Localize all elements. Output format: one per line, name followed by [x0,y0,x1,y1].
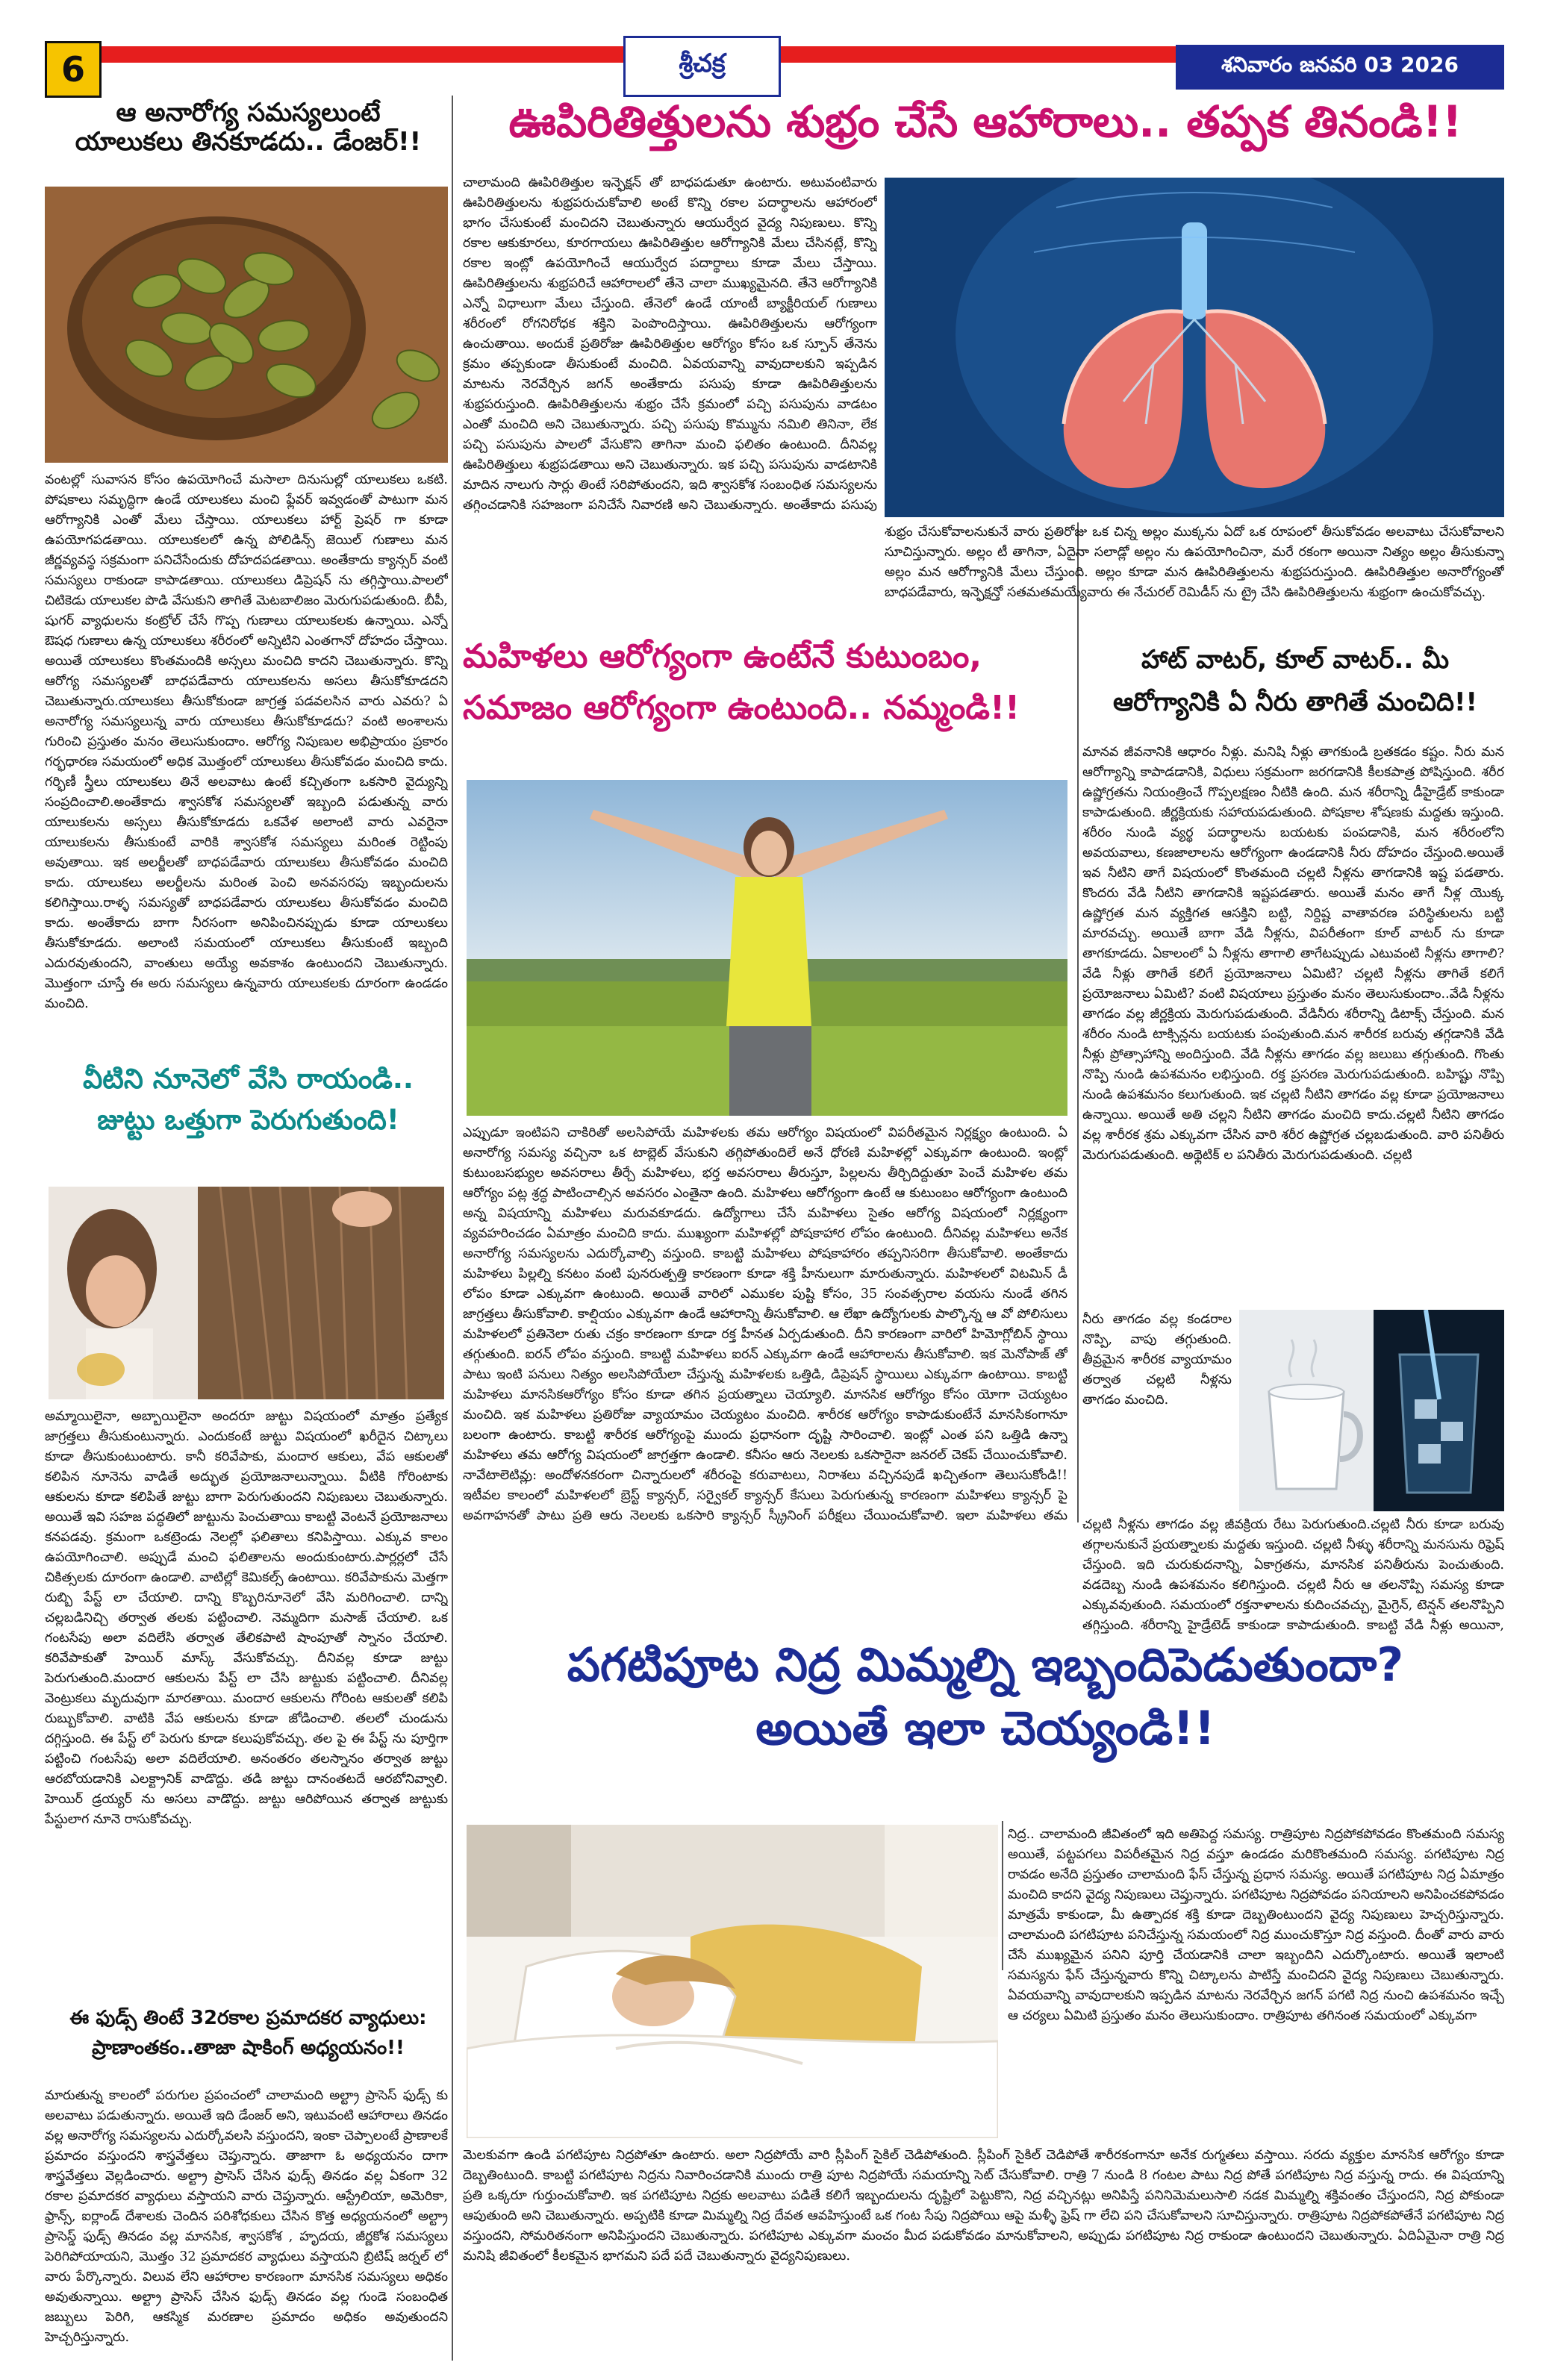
issue-date: శనివారం జనవరి 03 2026 [1176,45,1504,90]
article-body: నీరు తాగడం వల్ల కండరాల నొప్పి, వాపు తగ్గుతుంది. తీవ్రమైన శారీరక వ్యాయామం తర్వాత చల్లటి నీళ్లను తాగడం మంచిది. [1082,1312,1232,1408]
woman-field-image [467,780,1067,1116]
headline: హాట్ వాటర్, కూల్ వాటర్.. మీ ఆరోగ్యానికి ఏ నీరు తాగితే మంచిది!! [1113,645,1477,718]
newspaper-logo: శ్రీచక్ర [623,36,781,97]
headline: ఈ ఫుడ్స్ తింటే 32రకాల ప్రమాదకర వ్యాధులు: ప్రాణాంతకం..తాజా షాకింగ్ అధ్యయనం!! [69,2007,427,2059]
article-body: అమ్మాయిలైనా, అబ్బాయిలైనా అందరూ జుట్టు విషయంలో మాత్రం ప్రత్యేక జాగ్రత్తలు తీసుకుంటున్నారు. ఎందుకంటే జుట్టు విషయంలో ఖరీదైన చిట్కాలు కూడా తీసుకుంటుంటారు. కానీ కరివేపాకు, మందార ఆకులు, వేప ఆకులతో కలిపిన నూనెను వాడితే అద్భుత ప్రయోజనాలున్నాయి. వీటికి గోరింటాకు ఆకులను కూడా కలిపితే జుట్టు బాగా పెరుగుతుందని నిపుణులు చెబుతున్నారు. అయితే ఇవి సహజ పద్ధతిలో జుట్టును పెంచుతాయి కాబట్టి వెంటనే ప్రయోజనాలు కనపడవు. క్రమంగా ఒకట్రెండు నెలల్లో ఫలితాలు కనిపిస్తాయి. ఎక్కువ కాలం ఉపయోగించాలి. అప్పుడే మంచి ఫలితాలను అందుకుంటారు.పార్లర్లలో చేసే చికిత్సలకు దూరంగా ఉండాలి. వాటిల్లో కెమికల్స్ ఉంటాయి. కరివేపాకును మెత్తగా రుబ్బి పేస్ట్ లా చేయాలి. దాన్ని కొబ్బరినూనెలో వేసి మరిగించాలి. దాన్ని చల్లబడినిచ్చి తర్వాత తలకు పట్టించాలి. నెమ్మదిగా మసాజ్ చేయాలి. ఒక గంటసేపు అలా వదిలేసి తర్వాత తేలికపాటి షాంపూతో స్నానం చేయాలి. కరివేపాకుతో హెయిర్ మాస్క్ వేసుకోవచ్చు. దీనివల్ల కూడా జుట్టు పెరుగుతుంది.మందార ఆకులను పేస్ట్ లా చేసి జుట్టుకు పట్టించాలి. దీనివల్ల వెంట్రుకలు మృదువుగా మారతాయి. మందార ఆకులను గోరింట ఆకులతో కలిపి రుబ్బుకోవాలి. వాటికి వేప ఆకులను కూడా జోడించాలి. తలలో చుండును దగ్గిస్తుంది. ఈ పేస్ట్ లో పెరుగు కూడా కలుపుకోవచ్చు. తల పై ఈ పేస్ట్ ను పూర్తిగా పట్టించి గంటసేపు అలా వదిలేయాలి. అనంతరం తలస్నానం తర్వాత జుట్టు ఆరబోయడానికి ఎలక్ట్రానిక్ వాడొద్దు. తడి జుట్టు దానంతటదే ఆరబోనివ్వాలి. హెయిర్ డ్రయ్యర్ ను అసలు వాడొద్దు. జుట్టు ఆరిపోయిన తర్వాత జుట్టుకు పేస్టులాగ నూనె రాసుకోవచ్చు. [45,1409,448,1827]
headline: ఊపిరితిత్తులను శుభ్రం చేసే ఆహారాలు.. తప్పక తినండి!! [508,96,1462,147]
headline: మహిళలు ఆరోగ్యంగా ఉంటేనే కుటుంబం, సమాజం ఆరోగ్యంగా ఉంటుంది.. నమ్మండి!! [463,637,1020,727]
water-glasses-image [1239,1310,1504,1511]
article-body: శుభ్రం చేసుకోవాలనుకునే వారు ప్రతిరోజు ఒక చిన్న అల్లం ముక్కను ఏదో ఒక రూపంలో తీసుకోవడం అలవాటు చేసుకోవాలని సూచిస్తున్నారు. అల్లం టీ తాగినా, ఏదైనా సలాడ్లో అల్లం ను ఉపయోగించినా, మరే రకంగా అయినా నిత్యం అల్లం తీసుకున్నా అల్లం మన ఆరోగ్యానికి మేలు చేస్తుంది. అల్లం కూడా మన ఊపిరితిత్తులను శుభ్రపరుస్తుంది. ఊపిరితిత్తుల అనారోగ్యంతో బాధపడేవారు, ఇన్ఫెక్షన్తో సతమతమయ్యేవారు ఈ నేచురల్ రెమిడీస్ ను ట్రై చేసి ఊపిరితిత్తులను శుభ్రంగా ఉంచుకోవచ్చు. [885,525,1504,600]
column-divider [1077,522,1079,1522]
hair-oil-image [49,1187,444,1399]
article-body: చల్లటి నీళ్లను తాగడం వల్ల జీవక్రియ రేటు పెరుగుతుంది.చల్లటి నీరు కూడా బరువు తగ్గాలనుకునే ప్రయత్నాలకు మద్దతు ఇస్తుంది. చల్లటి నీళ్ళు శరీరాన్ని మనసును రిఫ్రెష్ చేస్తుంది. ఇది చురుకుదనాన్ని, ఏకాగ్రతను, మానసిక పనితీరును పెంచుతుంది. వడదెబ్బ నుండి ఉపశమనం కలిగిస్తుంది. చల్లటి నీరు ఆ తలనొప్పి సమస్య కూడా ఎక్కువవుతుంది. సమయంలో రక్తనాళాలను కుదించవచ్చు, మైగ్రెన్, టెన్షన్ తలనొప్పిని తగ్గిస్తుంది. శరీరాన్ని హైడ్రేటెడ్ కాకుండా కాపాడుతుంది. కాబట్టి వేడి నీళ్లు అయినా, [1082,1517,1504,1633]
sleeping-woman-image [467,1825,998,2138]
cardamom-image [45,187,448,463]
headline: ఆ అనారోగ్య సమస్యలుంటే యాలుకలు తినకూడదు.. డేంజర్!! [75,98,422,157]
article-body: మారుతున్న కాలంలో పరుగుల ప్రపంచంలో చాలామంది అల్ట్రా ప్రాసెస్ ఫుడ్స్ కు అలవాటు పడుతున్నారు. అయితే ఇది డేంజర్ అని, ఇటువంటి ఆహారాలు తినడం వల్ల అనారోగ్య సమస్యలను ఎదుర్కోవలసి వస్తుందని, ఇంకా చెప్పాలంటే ప్రాణాలకే ప్రమాదం వస్తుందని శాస్త్రవేత్తలు చెప్తున్నారు. తాజాగా ఓ అధ్యయనం దాగా శాస్త్రవేత్తలు వెల్లడించారు. అల్ట్రా ప్రాసెస్ చేసిన ఫుడ్స్ తినడం వల్ల ఏకంగా 32 రకాల ప్రమాదకర వ్యాధులు వస్తాయని వారు చెప్తున్నారు. ఆస్ట్రేలియా, అమెరికా, ఫ్రాన్స్, ఐర్లాండ్ దేశాలకు చెందిన పరిశోధకులు చేసిన కొత్త అధ్యయనంలో అల్ట్రా ప్రాసెస్డ్ ఫుడ్స్ తినడం వల్ల మానసిక, శ్వాసకోశ , హృదయ, జీర్ణకోశ సమస్యలు పెరిగిపోయాయని, మొత్తం 32 ప్రమాదకర వ్యాధులు వస్తాయని బ్రిటిష్ జర్నల్ లో వారు పేర్కొన్నారు. విలువ లేని ఆహారాల కారణంగా మానసిక సమస్యలు అధికం అవుతున్నాయి. అల్ట్రా ప్రాసెస్ చేసిన ఫుడ్స్ తినడం వల్ల గుండె సంబంధిత జబ్బులు పెరిగి, ఆకస్మిక మరణాల ప్రమాదం అధికం అవుతుందని హెచ్చరిస్తున్నారు. [45,2088,448,2345]
article-body: వంటల్లో సువాసన కోసం ఉపయోగించే మసాలా దినుసుల్లో యాలుకలు ఒకటి. పోషకాలు సమృద్ధిగా ఉండే యాలుకలు మంచి ఫ్లేవర్ ఇవ్వడంతో పాటుగా మన ఆరోగ్యానికి ఎంతో మేలు చేస్తాయి. యాలుకలు హార్ట్ ప్రెషర్ గా కూడా ఉపయోగపడతాయి. యాలుకలలో ఉన్న పోలిడిన్స్ జెయిల్ గుణాలు మన జీర్ణవ్యవస్థ సక్రమంగా పనిచేసేందుకు దోహదపడతాయి. అంతేకాదు క్యాన్సర్ వంటి సమస్యలు రాకుండా కాపాడతాయి. యాలుకలు డిప్రెషన్ ను తగ్గిస్తాయి.పాలలో చిటికెడు యాలుకల పొడి వేసుకుని తాగితే మెటబాలిజం మెరుగుపడుతుంది. బీపీ, షుగర్ వ్యాధులను కంట్రోల్ చేసే గొప్ప గుణాలు యాలుకలకు ఉన్నాయి. ఎన్నో ఔషధ గుణాలు ఉన్న యాలుకలు శరీరంలో అన్నిటిని ఎంతగానో దోహదం చేస్తాయి. అయితే యాలుకలు కొంతమందికి అస్సలు మంచిది కాదని చెబుతున్నారు. కొన్ని ఆరోగ్య సమస్యలతో బాధపడేవారు యాలుకలను అసలు తీసుకోకూడదని చెబుతున్నారు.యాలుకలు తీసుకోకుండా జాగ్రత్త పడవలసిన వారు ఎవరు? ఏ అనారోగ్య సమస్యలున్న వారు యాలుకలు తీసుకోకూడదు? వంటి అంశాలను గురించి ప్రస్తుతం మనం తెలుసుకుందాం. ఆరోగ్య నిపుణుల అభిప్రాయం ప్రకారం గర్భధారణ సమయంలో అధిక మొత్తంలో యాలుకలు తీసుకోవడం మంచిది కాదు. గర్భిణీ స్త్రీలు యాలుకలు తినే అలవాటు ఉంటే కచ్చితంగా ఒకసారి వైద్యున్ని సంప్రదించాలి.అంతేకాదు శ్వాసకోశ సమస్యలతో ఇబ్బంది పడుతున్న వారు యాలుకలను అస్సలు తీసుకోకూడదు ఒకవేళ అలాంటి వారు ఎవరైనా యాలుకలను తీసుకుంటే వారికి శ్వాసకోశ సమస్యలు మరింత రెట్టింపు అవుతాయి. ఇక అలర్జీలతో బాధపడేవారు యాలుకలు తీసుకోవడం మంచిది కాదు. యాలుకలు అలర్జీలను మరింత పెంచి అనవసరపు ఇబ్బందులను కలిగిస్తాయి.రాళ్ళ సమస్యతో బాధపడేవారు యాలుకలు తీసుకోవడం మంచిది కాదు. అంతేకాదు బాగా నీరసంగా అనిపించినప్పుడు కూడా యాలుకలు తీసుకోకూడదు. అలాంటి సమయంలో యాలుకలు తీసుకుంటే ఇబ్బంది ఎదురవుతుందని, వాంతులు అయ్యే అవకాశం ఉంటుందని చెబుతున్నారు. మొత్తంగా చూస్తే ఈ అరు సమస్యలు ఉన్నవారు యాలుకలకు దూరంగా ఉండడం మంచిది. [45,472,448,1011]
lungs-image [885,178,1504,517]
column-divider [1002,1821,1003,1970]
article-body: మెలకువగా ఉండి పగటిపూట నిద్రపోతూ ఉంటారు. అలా నిద్రపోయే వారి స్లీపింగ్ సైకిల్ చెడిపోతుంది. స్లీపింగ్ సైకిల్ చెడిపోతే శారీరకంగానూ అనేక రుగ్మతలు వస్తాయి. సరదు వ్యక్తుల మానసిక ఆరోగ్యం కూడా దెబ్బతింటుంది. కాబట్టి పగటిపూట నిద్రను నివారించడానికి ముందు రాత్రి పూట నిద్రపోయే సమయాన్ని సెట్ చేసుకోవాలి. రాత్రి 7 నుండి 8 గంటల పాటు నిద్ర పోతే పగటిపూట నిద్ర వస్తున్న రాదు. ఈ విషయాన్ని ప్రతి ఒక్కరూ గుర్తుంచుకోవాలి. ఇక పగటిపూట నిద్రకు అలవాటు పడితే కలిగే ఇబ్బందులను దృష్టిలో పెట్టుకొని, నిద్ర వచ్చినట్లు అనిపిస్తే పనినిమెమలుసాలి నడక మిమ్మల్ని శక్తివంతం చేస్తుందని, నిద్ర పోకుండా ఆపుతుంది అని చెబుతున్నారు. అప్పటికి కూడా మిమ్మల్ని నిద్ర దేవత ఆవహిస్తుంటే ఒక గంట సేపు నిద్రపోయి ఆపై మళ్ళీ ఫ్రెష్ గా లేచి పని చేసుకోవాలని సూచిస్తున్నారు. రాత్రిపూట నిద్రపోకపోతేనే పగటిపూట నిద్ర వస్తుందని, సోమరితనంగా అనిపిస్తుందని చెబుతున్నారు. పగటిపూట ఎక్కువగా మంచం మీద పడుకోవడం మానుకోవాలని, అప్పుడు పగటిపూట నిద్ర రాకుండా ఉంటుందని చెబుతున్నారు. ఏదిఏమైనా రాత్రి నిద్ర మనిషి జీవితంలో కీలకమైన భాగమని పదే పదే చెబుతున్నారు వైద్యనిపుణులు. [463,2148,1504,2264]
page-number: 6 [45,41,102,98]
headline: వీటిని నూనెలో వేసి రాయండి.. జుట్టు ఒత్తుగా పెరుగుతుంది! [82,1063,414,1136]
article-body: చాలామంది ఊపిరితిత్తుల ఇన్ఫెక్షన్ తో బాధపడుతూ ఉంటారు. అటువంటివారు ఊపిరితిత్తులను శుభ్రపరుచుకోవాలి అంటే కొన్ని రకాల పదార్థాలను ఆహారంలో భాగం చేసుకుంటే మంచిదని చెబుతున్నారు ఆయుర్వేద వైద్య నిపుణులు. కొన్ని రకాల ఆకుకూరలు, కూరగాయలు ఊపిరితిత్తుల ఆరోగ్యానికి మేలు చేసినట్లే, కొన్ని రకాల ఇంట్లో ఉపయోగించే ఆయుర్వేద పదార్థాలు కూడా మేలు చేస్తాయి. ఊపిరితిత్తులను శుభ్రపరిచే ఆహారాలలో తేనె చాలా ముఖ్యమైనది. తేనె ఆరోగ్యానికి ఎన్నో విధాలుగా మేలు చేస్తుంది. తేనెలో ఉండే యాంటీ బ్యాక్టీరియల్ గుణాలు శరీరంలో రోగనిరోధక శక్తిని పెంపొందిస్తాయి. ఊపిరితిత్తులను ఆరోగ్యంగా ఉంచుతాయి. అందుకే ప్రతిరోజు ఊపిరితిత్తుల ఆరోగ్యం కోసం ఒక స్పూన్ తేనెను క్రమం తప్పకుండా తీసుకుంటే మంచిది. ఏవయవాన్ని వావుదాలకుని ఇప్పడిన మాటను నెరవేర్చిన జగన్ అంతేకాదు పసుపు కూడా ఊపిరితిత్తులను శుభ్రపరుస్తుంది. ఊపిరితిత్తులను శుభ్రం చేసే క్రమంలో పచ్చి పసుపును వాడటం ఎంతో మంచిది అని చెబుతున్నారు. పచ్చి పసుపు కొమ్మును నమిలి తినినా, లేక పచ్చి పసుపును పాలలో వేసుకొని తాగినా మంచి ఫలితం ఉంటుంది. దీనివల్ల ఊపిరితిత్తులు శుభ్రపడతాయి అని చెబుతున్నారు. ఇక పచ్చి పసుపును వాడటానికి మాదిన నాలుగు సార్లు తింటే సరిపోతుందని, ఇది శ్వాసకోశ సంబంధిత సమస్యలను తగ్గించడానికి సహజంగా పనిచేసే నివారణి అని చెబుతున్నారు. అంతేకాదు పసుపు [463,175,877,513]
article-body: ఎప్పుడూ ఇంటిపని చాకిరితో అలసిపోయే మహిళలకు తమ ఆరోగ్యం విషయంలో విపరీతమైన నిర్లక్ష్యం ఉంటుంది. ఏ అనారోగ్య సమస్య వచ్చినా ఒక టాబ్లెట్ వేసుకుని తగ్గిపోతుందిలే అనే ధోరణి మహిళల్లో ఎక్కువగా ఉంటుంది. ఇంట్లో కుటుంబసభ్యుల అవసరాలు తీర్చే మహిళలు, భర్త అవసరాలు తీరుస్తూ, పిల్లలను తీర్చిదిద్దుతూ పెంచే మహిళల తమ ఆరోగ్యం పట్ల శ్రద్ధ పాటించాల్సిన అవసరం ఎంతైనా ఉంది. మహిళలు ఆరోగ్యంగా ఉంటే ఆ కుటుంబం ఆరోగ్యంగా ఉంటుంది అన్న విషయాన్ని మహిళలు మరువకూడదు. ఉద్యోగాలు చేసే మహిళలు సైతం ఆరోగ్య విషయంలో నిర్లక్ష్యంగా వ్యవహరించడం ఏమాత్రం మంచిది కాదు. ముఖ్యంగా మహిళల్లో పోషకాహార లోపం ఉంటుంది. దీనివల్ల మహిళలు అనేక అనారోగ్య సమస్యలను ఎదుర్కోవాల్సి వస్తుంది. కాబట్టి మహిళలు పోషకాహారం తప్పనిసరిగా తీసుకోవాలి. అంతేకాదు మహిళలు పిల్లల్ని కనటం వంటి పునరుత్పత్తి కారణంగా కూడా శక్తి హీనులుగా మారుతున్నారు. మహిళలలో విటమిన్ డీ లోపం కూడా ఎక్కువగా ఉంటుంది. అయితే వారిలో ఎముకల పుష్టి కోసం, 35 సంవత్సరాల వయసు నుండే తగిన జాగ్రత్తలు తీసుకోవాలి. కాల్షియం ఎక్కువగా ఉండే ఆహారాన్ని తీసుకోవాలి. ఆ లేఖా ఉద్యోగులకు పాల్కొన్న ఆ వో పోలిసులు మహిళలలో ప్రతినెలా రుతు చక్రం కారణంగా కూడా రక్త హీనత ఏర్పడుతుంది. దీని కారణంగా వారిలో హిమోగ్లోబిన్ స్థాయి తగ్గుతుంది. ఐరన్ లోపం వస్తుంది. కాబట్టి మహిళలు ఐరన్ ఎక్కువగా ఉండే ఆహారాలను తీసుకోవాలి. ఇక మెనోపాజ్ తో పాటు ఇంటి పనులు నిత్యం అలసిపోయేలా చేస్తున్న మహిళలకు ఒత్తిడి, డిప్రెషన్ స్థాయిలు ఎక్కువగా ఉంటాయి. కాబట్టి మహిళలు మానసికఆరోగ్యం కోసం కూడా తగిన ప్రయత్నాలు చెయ్యాలి. మానసిక ఆరోగ్యం కోసం యోగా చెయ్యటం మంచిది. ఇక మహిళలు ప్రతిరోజు వ్యాయామం చెయ్యటం మంచిది. శారీరక ఆరోగ్యం కాపాడుకుంటేనే మానసికంగానూ బలంగా ఉంటారు. కాబట్టి శారీరక ఆరోగ్యంపై ముందు ప్రధానంగా దృష్టి సారించాలి. ఇంట్లో ఎంత పని ఒత్తిడి ఉన్నా మహిళలు తమ ఆరోగ్య విషయంలో జాగ్రత్తగా ఉండాలి. కనీసం ఆరు నెలలకు ఒకసారైనా జనరల్ చెకప్ చేయించుకోవాలి. నావేటాలెటివ్లు: అందోళనకరంగా చిన్నారులలో శరీరంపై కరువాటలు, నిరాశలు వచ్చినపుడే ఖచ్చితంగా తెలుసుకోండి!! ఇటీవల కాలంలో మహిళలలో బ్రెస్ట్ క్యాన్సర్, సర్వైకల్ క్యాన్సర్ కేసులు పెరుగుతున్న కారణంగా మహిళలు క్యాన్సర్ పై అవగాహనతో పాటు ప్రతి ఆరు నెలలకు ఒకసారి క్యాన్సర్ స్క్రీనింగ్ పరీక్షలు చేయించుకోవాలి. ఇలా మహిళలు తమ [463,1125,1067,1523]
article-body: నిద్ర.. చాలామంది జీవితంలో ఇది అతిపెద్ద సమస్య. రాత్రిపూట నిద్రపోకపోవడం కొంతమంది సమస్య అయితే, పట్టపగలు విపరీతమైన నిద్ర వస్తూ ఉండడం మరికొంతమంది సమస్య. పగటిపూట నిద్ర రావడం అనేది ప్రస్తుతం చాలామంది ఫేస్ చేస్తున్న ప్రధాన సమస్య. అయితే పగటిపూట నిద్ర ఏమాత్రం మంచిది కాదని వైద్య నిపుణులు చెప్తున్నారు. పగటిపూట నిద్రపోవడం పనియాలని అనిపించకపోవడం మాత్రమే కాకుండా, మీ ఉత్పాదక శక్తి కూడా దెబ్బతింటుందని వైద్య నిపుణులు హెచ్చరిస్తున్నారు. చాలామంది పగటిపూట పనిచేస్తున్న సమయంలో నిద్ర ముంచుకొస్తూ నిద్ర వస్తుంది. దీంతో వారు వారు చేసే ముఖ్యమైన పనిని పూర్తి చేయడానికి చాలా ఇబ్బందిని ఎదుర్కొంటారు. అయితే ఇలాంటి సమస్యను ఫేస్ చేస్తున్నవారు కొన్ని చిట్కాలను పాటిస్తే మంచిదని వైద్య నిపుణులు చెబుతున్నారు. ఏవయవాన్ని వావుదాలకుని ఇప్పడిన మాటను నెరవేర్చిన జగన్ పగటి నిద్ర నుంచి ఉపశమనం ఇచ్చే ఆ చర్యలు ఏమిటి ప్రస్తుతం మనం తెలుసుకుందాం. రాత్రిపూట తగినంత సమయంలో ఎక్కువగా [1008,1827,1504,2023]
column-divider [452,96,453,2361]
article-body: మానవ జీవనానికి ఆధారం నీళ్లు. మనిషి నీళ్లు తాగకుండి బ్రతకడం కష్టం. నీరు మన ఆరోగ్యాన్ని కాపాడడానికి, విధులు సక్రమంగా జరగడానికి కీలకపాత్ర పోషిస్తుంది. శరీర ఉష్ణోగ్రతను నియంత్రించే గొప్పలక్షణం నీటికి ఉంది. మన శరీరాన్ని డీహైడ్రేట్ కాకుండా కాపాడుతుంది. జీర్ణక్రియకు సహాయపడుతుంది. పోషకాల శోషణకు మద్దతు ఇస్తుంది. శరీరం నుండి వ్యర్థ పదార్థాలను బయటకు పంపడానికి, మన శరీరంలోని అవయవాలు, కణజాలాలను ఆరోగ్యంగా ఉండడానికి నీరు దోహదం చేస్తుంది.అయితే ఇవ నీటిని తాగే విషయంలో కొంతమంది చల్లటి నీళ్లను తాగడానికి ఇష్ట పడతారు. కొందరు వేడి నీటిని తాగడానికి ఇష్టపడతారు. అయితే మనం తాగే నీళ్ల యొక్క ఉష్ణోగ్రత మన వ్యక్తిగత ఆసక్తిని బట్టి, నిర్దిష్ట వాతావరణ పరిస్థితులను బట్టి మారవచ్చు. అయితే బాగా వేడి నీళ్లను, విపరీతంగా కూల్ వాటర్ ను కూడా తాగకూడదు. ఏకాలంలో ఏ నీళ్లను తాగాలి తాగేటప్పుడు ఎటువంటి నీళ్లను తాగాలి? వేడి నీళ్లు తాగితే కలిగే ప్రయోజనాలు ఏమిటి? చల్లటి నీళ్లను తాగితే కలిగే ప్రయోజనాలు ఏమిటి? వంటి విషయాలు ప్రస్తుతం మనం తెలుసుకుందాం..వేడి నీళ్లను తాగడం వల్ల జీర్ణక్రియ మెరుగుపడుతుంది. వేడినీరు శరీరాన్ని డిటాక్స్ చేస్తుంది. మన శరీరం నుండి టాక్సిన్లను బయటకు పంపుతుంది.మన శారీరక బరువు తగ్గడానికి వేడి నీళ్లు ప్రోత్సాహాన్ని అందిస్తుంది. వేడి నీళ్లను తాగడం వల్ల జలుబు తగ్గుతుంది. గొంతు నొప్పి నుండి ఉపశమనం లభిస్తుంది. రక్త ప్రసరణ మెరుగుపడుతుంది. బహిష్టు నొప్పి నుండి ఉపశమనం కలుగుతుంది. ఇక చల్లటి నీటిని తాగడం వల్ల కూడా ప్రయోజనాలు ఉన్నాయి. అయితే అతి చల్లని నీటిని తాగడం మంచిది కాదు.చల్లటి నీటిని తాగడం వల్ల శారీరక శ్రమ ఎక్కువగా చేసిన వారి శరీర ఉష్ణోగ్రత చల్లబడుతుంది. వారి పనితీరు మెరుగుపడుతుంది. అథ్లెటిక్ ల పనితీరు మెరుగుపడుతుంది. చల్లటి [1082,745,1504,1163]
headline: పగటిపూట నిద్ర మిమ్మల్ని ఇబ్బందిపెడుతుందా? అయితే ఇలా చెయ్యండి!! [567,1637,1404,1756]
